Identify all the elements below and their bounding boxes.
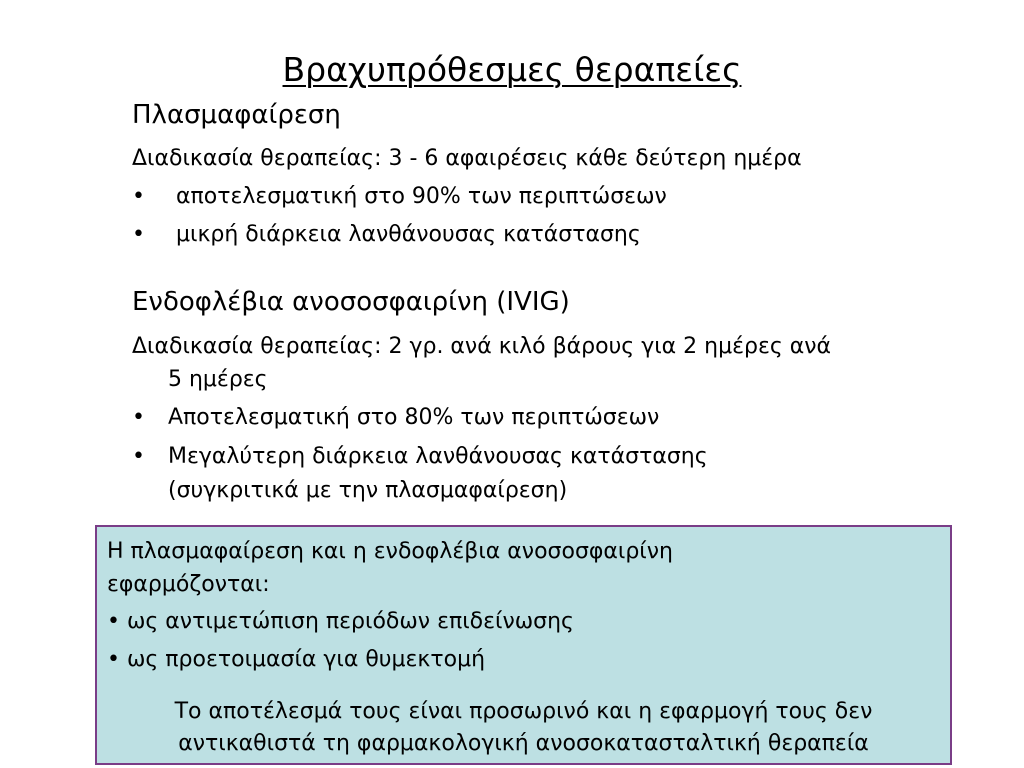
note-intro-line-1: Η πλασμαφαίρεση και η ενδοφλέβια ανοσοσφαιρίνη xyxy=(107,539,673,564)
ivig-bullet-2-line-1: Μεγαλύτερη διάρκεια λανθάνουσας κατάστασης xyxy=(168,444,708,469)
bullet-dot: • xyxy=(132,405,145,430)
note-bullet-1: • ως αντιμετώπιση περιόδων επιδείνωσης xyxy=(107,609,574,634)
ivig-bullet-1: Αποτελεσματική στο 80% των περιπτώσεων xyxy=(168,405,660,430)
ivig-procedure-line-1: Διαδικασία θεραπείας: 2 γρ. ανά κιλό βάρους για 2 ημέρες ανά xyxy=(132,334,832,359)
bullet-dot: • xyxy=(132,444,145,469)
bullet-dot: • xyxy=(132,222,145,247)
summary-note-box xyxy=(95,525,952,765)
plasmapheresis-bullet-1: αποτελεσματική στο 90% των περιπτώσεων xyxy=(176,184,667,209)
note-intro-line-2: εφαρμόζονται: xyxy=(107,572,270,597)
note-conclusion-line-2: αντικαθιστά τη φαρμακολογική ανοσοκατασταλτική θεραπεία xyxy=(178,731,869,756)
plasmapheresis-heading: Πλασμαφαίρεση xyxy=(132,100,341,130)
plasmapheresis-procedure: Διαδικασία θεραπείας: 3 - 6 αφαιρέσεις κάθε δεύτερη ημέρα xyxy=(132,146,802,171)
note-conclusion-line-1: Το αποτέλεσμά τους είναι προσωρινό και η εφαρμογή τους δεν xyxy=(174,699,873,724)
ivig-heading: Ενδοφλέβια ανοσοσφαιρίνη (IVIG) xyxy=(132,287,570,317)
bullet-dot: • xyxy=(132,184,145,209)
slide-title: Βραχυπρόθεσμες θεραπείες xyxy=(282,50,742,89)
ivig-bullet-2-line-2: (συγκριτικά με την πλασμαφαίρεση) xyxy=(168,478,568,503)
plasmapheresis-bullet-2: μικρή διάρκεια λανθάνουσας κατάστασης xyxy=(176,222,641,247)
ivig-procedure-line-2: 5 ημέρες xyxy=(168,367,268,392)
note-bullet-2: • ως προετοιμασία για θυμεκτομή xyxy=(107,647,486,672)
